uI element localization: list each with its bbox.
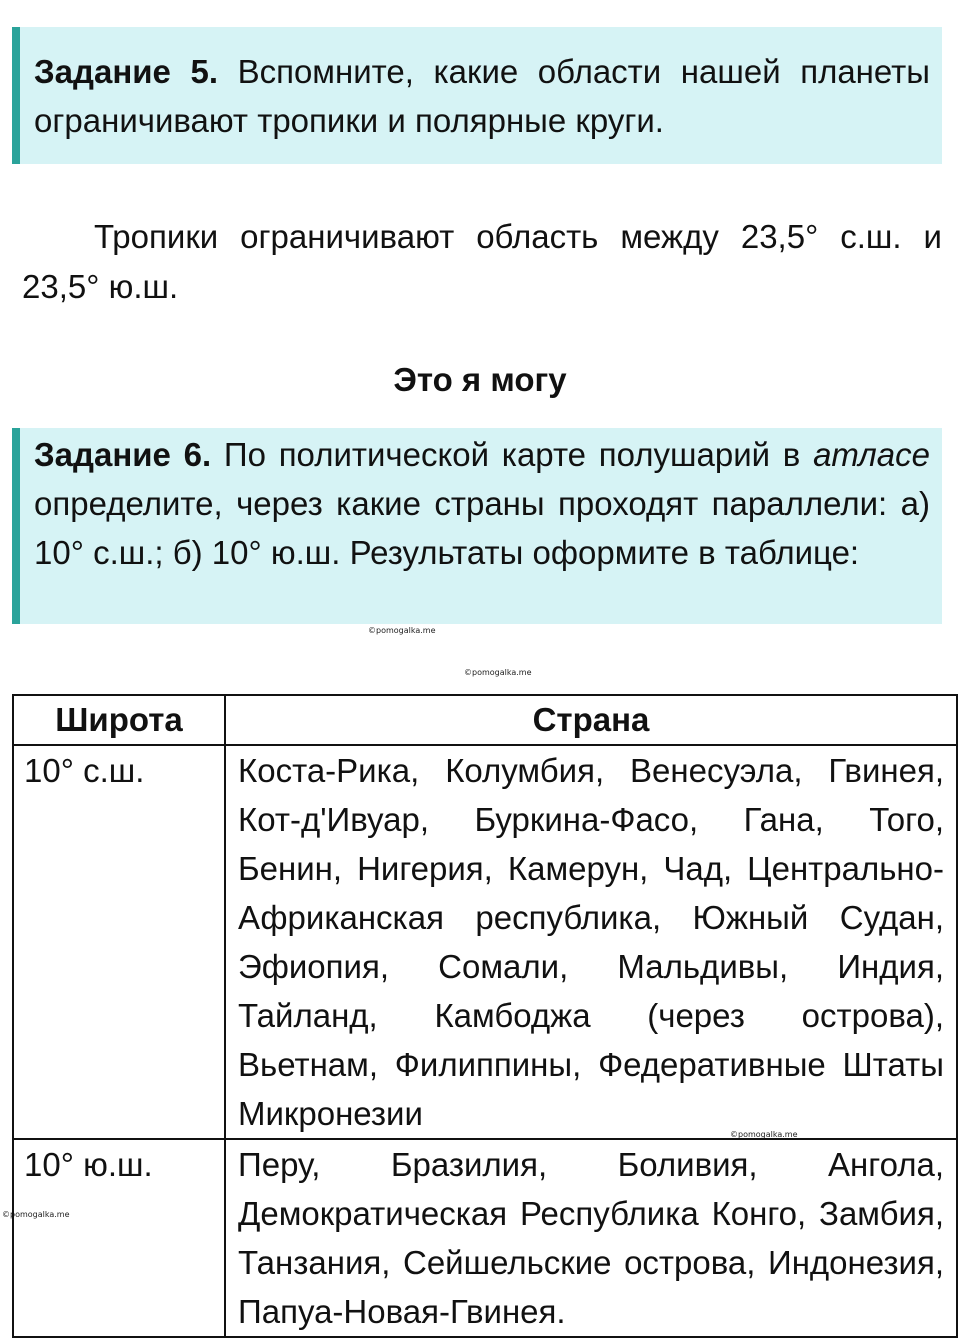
task-5-answer: Тропики ограничивают область между 23,5° с.ш. и 23,5° ю.ш. [22, 218, 942, 305]
table-header-row [13, 695, 957, 745]
watermark: ©pomogalka.me [730, 1130, 798, 1139]
task-6-text-after: определите, через какие страны проходят параллели: а) 10° с.ш.; б) 10° ю.ш. Результаты оформите в таблице: [34, 485, 930, 571]
task-6-box [12, 428, 942, 624]
latitude-cell: 10° ю.ш. [13, 1139, 225, 1337]
countries-cell: Коста-Рика, Колумбия, Венесуэла, Гвинея, Кот-д'Ивуар, Буркина-Фасо, Гана, Того, Бенин, Нигерия, Камерун, Чад, Центрально-Африканская республика, Южный Судан, Эфиопия, Сомали, Мальдивы, Индия, Тайланд, Камбоджа (через острова), Вьетнам, Филиппины, Федеративные Штаты Микронезии [225, 745, 957, 1139]
result-table [12, 694, 958, 1338]
countries-cell: Перу, Бразилия, Боливия, Ангола, Демократическая Республика Конго, Замбия, Танзания, Сейшельские острова, Индонезия, Папуа-Новая-Гвинея. [225, 1139, 957, 1337]
header-latitude: Широта [13, 695, 225, 745]
task-5-title: Задание 5. [34, 53, 218, 90]
task-5-text: Вспомните, какие области нашей планеты ограничивают тропики и полярные круги. [34, 53, 930, 139]
task-6-italic-word: атласе [813, 436, 930, 473]
watermark: ©pomogalka.me [464, 668, 532, 677]
task-6-text-before: По политической карте полушарий в [223, 436, 801, 473]
watermark: ©pomogalka.me [2, 1210, 70, 1219]
latitude-cell: 10° с.ш. [13, 745, 225, 1139]
table-row [13, 1139, 957, 1337]
watermark: ©pomogalka.me [368, 626, 436, 635]
header-country: Страна [225, 695, 957, 745]
task-5-box [12, 27, 942, 164]
table-row [13, 745, 957, 1139]
section-title: Это я могу [393, 361, 567, 398]
task-6-title: Задание 6. [34, 436, 212, 473]
